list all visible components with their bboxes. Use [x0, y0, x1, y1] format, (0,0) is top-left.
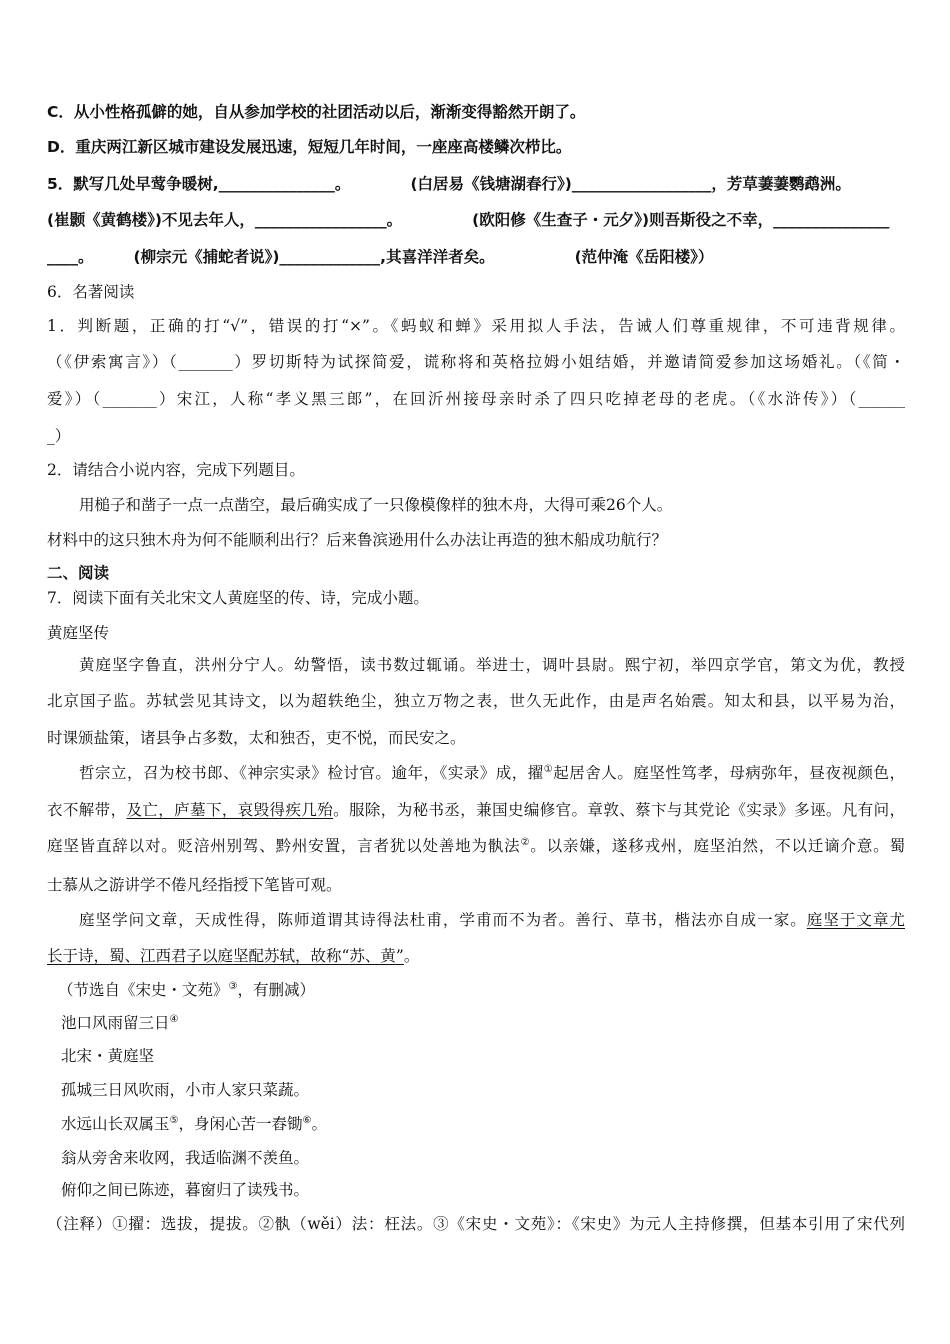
bio-line: 北京国子监。苏轼尝见其诗文，以为超轶绝尘，独立万物之表，世久无此作，由是声名始震。知太和县，以平易为治， — [47, 692, 905, 710]
text: 池口风雨留三日 — [61, 1014, 170, 1032]
text: 。服除，为秘书丞，兼国史编修官。章敦、蔡卞与其党论《实录》多诬。凡有问， — [333, 801, 905, 819]
q6-title: 6．名著阅读 — [47, 283, 135, 301]
bio-title: 黄庭坚传 — [47, 624, 110, 642]
footnote-3: ③ — [228, 981, 238, 992]
q5-text: (柳宗元《捕蛇者说》)_____________,其喜洋洋者矣。 — [133, 248, 495, 266]
bio-line: 黄庭坚字鲁直，洪州分宁人。幼警悟，读书数过辄诵。举进士，调叶县尉。熙宁初，举四京学官，第文为优，教授 — [79, 656, 905, 674]
text: ，有删减） — [237, 981, 315, 999]
text: 。 — [311, 1115, 327, 1133]
q5-text: (崔颢《黄鹤楼》)不见去年人，_________________。 — [47, 211, 403, 229]
option-c: C．从小性格孤僻的她，自从参加学校的社团活动以后，渐渐变得豁然开朗了。 — [47, 103, 586, 121]
q6-quote: 用槌子和凿子一点一点凿空，最后确实成了一只像模像样的独木舟，大得可乘26个人。 — [79, 496, 673, 514]
poem-author: 北宋・黄庭坚 — [61, 1047, 155, 1065]
text: 水远山长双属玉 — [61, 1115, 170, 1133]
notes: （注释）①擢：选拔，提拔。②骫（wěi）法：枉法。③《宋史・文苑》：《宋史》为元人主持修撰，但基本引用了宋代列 — [47, 1215, 905, 1233]
q5-line2 — [47, 209, 905, 231]
bio-line — [47, 799, 905, 821]
q5-text: (范仲淹《岳阳楼》） — [574, 248, 714, 266]
q6-line: 1．判断题，正确的打“√”，错误的打“×”。《蚂蚁和蝉》采用拟人手法，告诫人们尊重规律，不可违背规律。 — [47, 317, 905, 335]
underlined-text: 庭坚于文章尤 — [806, 911, 905, 929]
q5-text: ____。 — [47, 248, 94, 266]
poem-line: 孤城三日风吹雨，小市人家只菜蔬。 — [61, 1081, 310, 1099]
footnote-2: ② — [520, 837, 531, 848]
text: 哲宗立，召为校书郎、《神宗实录》检讨官。逾年，《实录》成，擢 — [79, 764, 544, 782]
text: 。 — [403, 947, 420, 965]
text: ，身闲心苦一舂锄 — [178, 1115, 303, 1133]
q5-line1 — [47, 173, 905, 195]
q5-text: (欧阳修《生查子・元夕》)则吾斯役之不幸，_______________ — [472, 211, 890, 229]
footnote-1: ① — [543, 764, 554, 775]
q6-line: （《伊索寓言》）（_______）罗切斯特为试探简爱，谎称将和英格拉姆小姐结婚，并邀请简爱参加这场婚礼。（《简・ — [47, 353, 905, 371]
bio-line — [47, 835, 905, 857]
bio-line: 士慕从之游讲学不倦凡经指授下笔皆可观。 — [47, 876, 342, 894]
text: 起居舍人。庭坚性笃孝，母病弥年，昼夜视颜色， — [553, 764, 905, 782]
poem-title — [61, 1012, 919, 1034]
bio-line — [47, 945, 905, 967]
footnote-6: ⑥ — [302, 1115, 312, 1126]
poem-line — [61, 1113, 919, 1135]
footnote-4: ④ — [169, 1014, 179, 1025]
q5-line3 — [47, 246, 905, 268]
poem-line: 翁从旁舍来收网，我适临渊不羡鱼。 — [61, 1149, 310, 1167]
option-d: D．重庆两江新区城市建设发展迅速，短短几年时间，一座座高楼鳞次栉比。 — [47, 138, 572, 156]
underlined-text: 长于诗，蜀、江西君子以庭坚配苏轼，故称“苏、黄” — [47, 947, 404, 965]
footnote-5: ⑤ — [169, 1115, 179, 1126]
source — [58, 979, 916, 1001]
q7-title: 7．阅读下面有关北宋文人黄庭坚的传、诗，完成小题。 — [47, 589, 429, 607]
section-heading: 二、阅读 — [47, 564, 110, 582]
text: 庭坚皆直辞以对。贬涪州别驾、黔州安置，言者犹以处善地为骫法 — [47, 837, 521, 855]
bio-line: 时课颁盐策，诸县争占多数，太和独否，吏不悦，而民安之。 — [47, 729, 466, 747]
text: 庭坚学问文章，天成性得，陈师道谓其诗得法杜甫，学甫而不为者。善行、草书，楷法亦自成一家。 — [79, 911, 807, 929]
text: 。以亲嫌，遂移戎州，庭坚泊然，不以迁谪介意。蜀 — [530, 837, 905, 855]
q6-sub2-title: 2．请结合小说内容，完成下列题目。 — [47, 461, 305, 479]
q6-line: 爱》）（_______）宋江，人称“孝义黑三郎”，在回沂州接母亲时杀了四只吃掉老母的老虎。（《水浒传》）（______ — [47, 390, 905, 408]
q6-line: _） — [47, 427, 71, 445]
q6-question: 材料中的这只独木舟为何不能顺利出行？后来鲁滨逊用什么办法让再造的独木船成功航行？ — [47, 531, 668, 549]
bio-line — [47, 909, 905, 931]
text: （节选自《宋史・文苑》 — [58, 981, 229, 999]
q5-text: (白居易《钱塘湖春行》)__________________，芳草萋萋鹦鹉洲。 — [410, 175, 851, 193]
bio-line — [47, 762, 905, 784]
underlined-text: 及亡，庐墓下，哀毁得疾几殆 — [126, 801, 334, 819]
poem-line: 俯仰之间已陈迹，暮窗归了读残书。 — [61, 1181, 310, 1199]
text: 衣不解带， — [47, 801, 127, 819]
q5-text: 5．默写几处早莺争暖树,_______________。 — [47, 175, 351, 193]
